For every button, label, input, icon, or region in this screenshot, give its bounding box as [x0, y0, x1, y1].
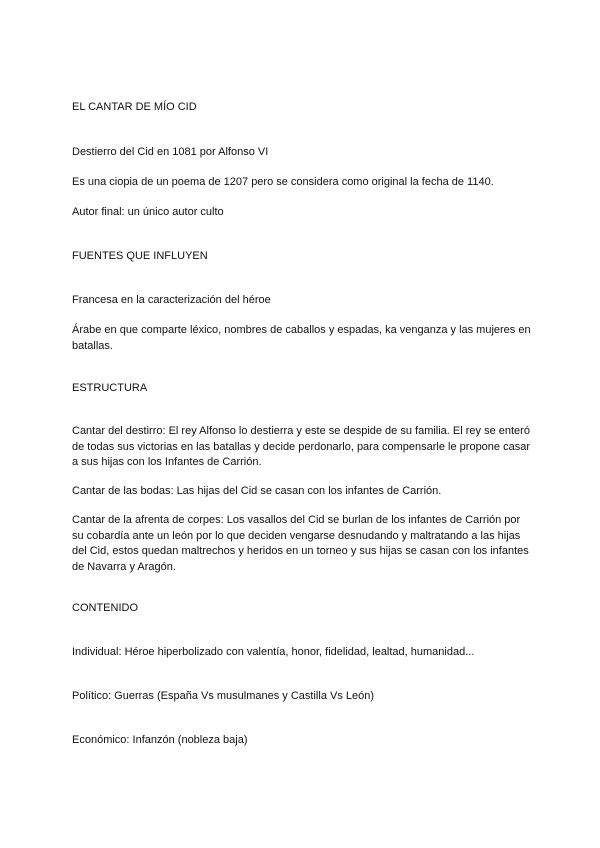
section-heading-estructura: ESTRUCTURA [72, 382, 148, 394]
fuentes-paragraph: Francesa en la caracterización del héroe [72, 294, 271, 306]
contenido-paragraph: Económico: Infanzón (nobleza baja) [72, 734, 248, 746]
estructura-paragraph: Cantar de las bodas: Las hijas del Cid se casan con los infantes de Carrión. [72, 485, 442, 497]
contenido-paragraph: Político: Guerras (España Vs musulmanes y Castilla Vs León) [72, 690, 375, 702]
contenido-paragraph: Individual: Héroe hiperbolizado con valentía, honor, fidelidad, lealtad, humanidad... [72, 646, 475, 658]
section-heading-fuentes: FUENTES QUE INFLUYEN [72, 250, 208, 262]
estructura-paragraph: Cantar de la afrenta de corpes: Los vasallos del Cid se burlan de los infantes de Carrión por su cobardía ante un león por lo que deciden vengarse desnudando y maltratando a las hijas del Cid, estos quedan maltrechos y heridos en un torneo y sus hijas se casan con los infantes de Navarra y Aragón. [72, 514, 529, 573]
estructura-paragraph: Cantar del destirro: El rey Alfonso lo destierra y este se despide de su familia. El rey se enteró de todas sus victorias en las batallas y decide perdonarlo, para compensarle le propone casar a sus hijas con los Infantes de Carrión. [72, 425, 530, 468]
intro-paragraph: Es una ciopia de un poema de 1207 pero se considera como original la fecha de 1140. [72, 176, 494, 188]
document-title: EL CANTAR DE MÍO CID [72, 101, 197, 113]
fuentes-paragraph: Árabe en que comparte léxico, nombres de caballos y espadas, ka venganza y las mujeres en batallas. [72, 324, 531, 352]
intro-paragraph: Destierro del Cid en 1081 por Alfonso VI [72, 146, 269, 158]
intro-paragraph: Autor final: un único autor culto [72, 206, 224, 218]
section-heading-contenido: CONTENIDO [72, 602, 138, 614]
